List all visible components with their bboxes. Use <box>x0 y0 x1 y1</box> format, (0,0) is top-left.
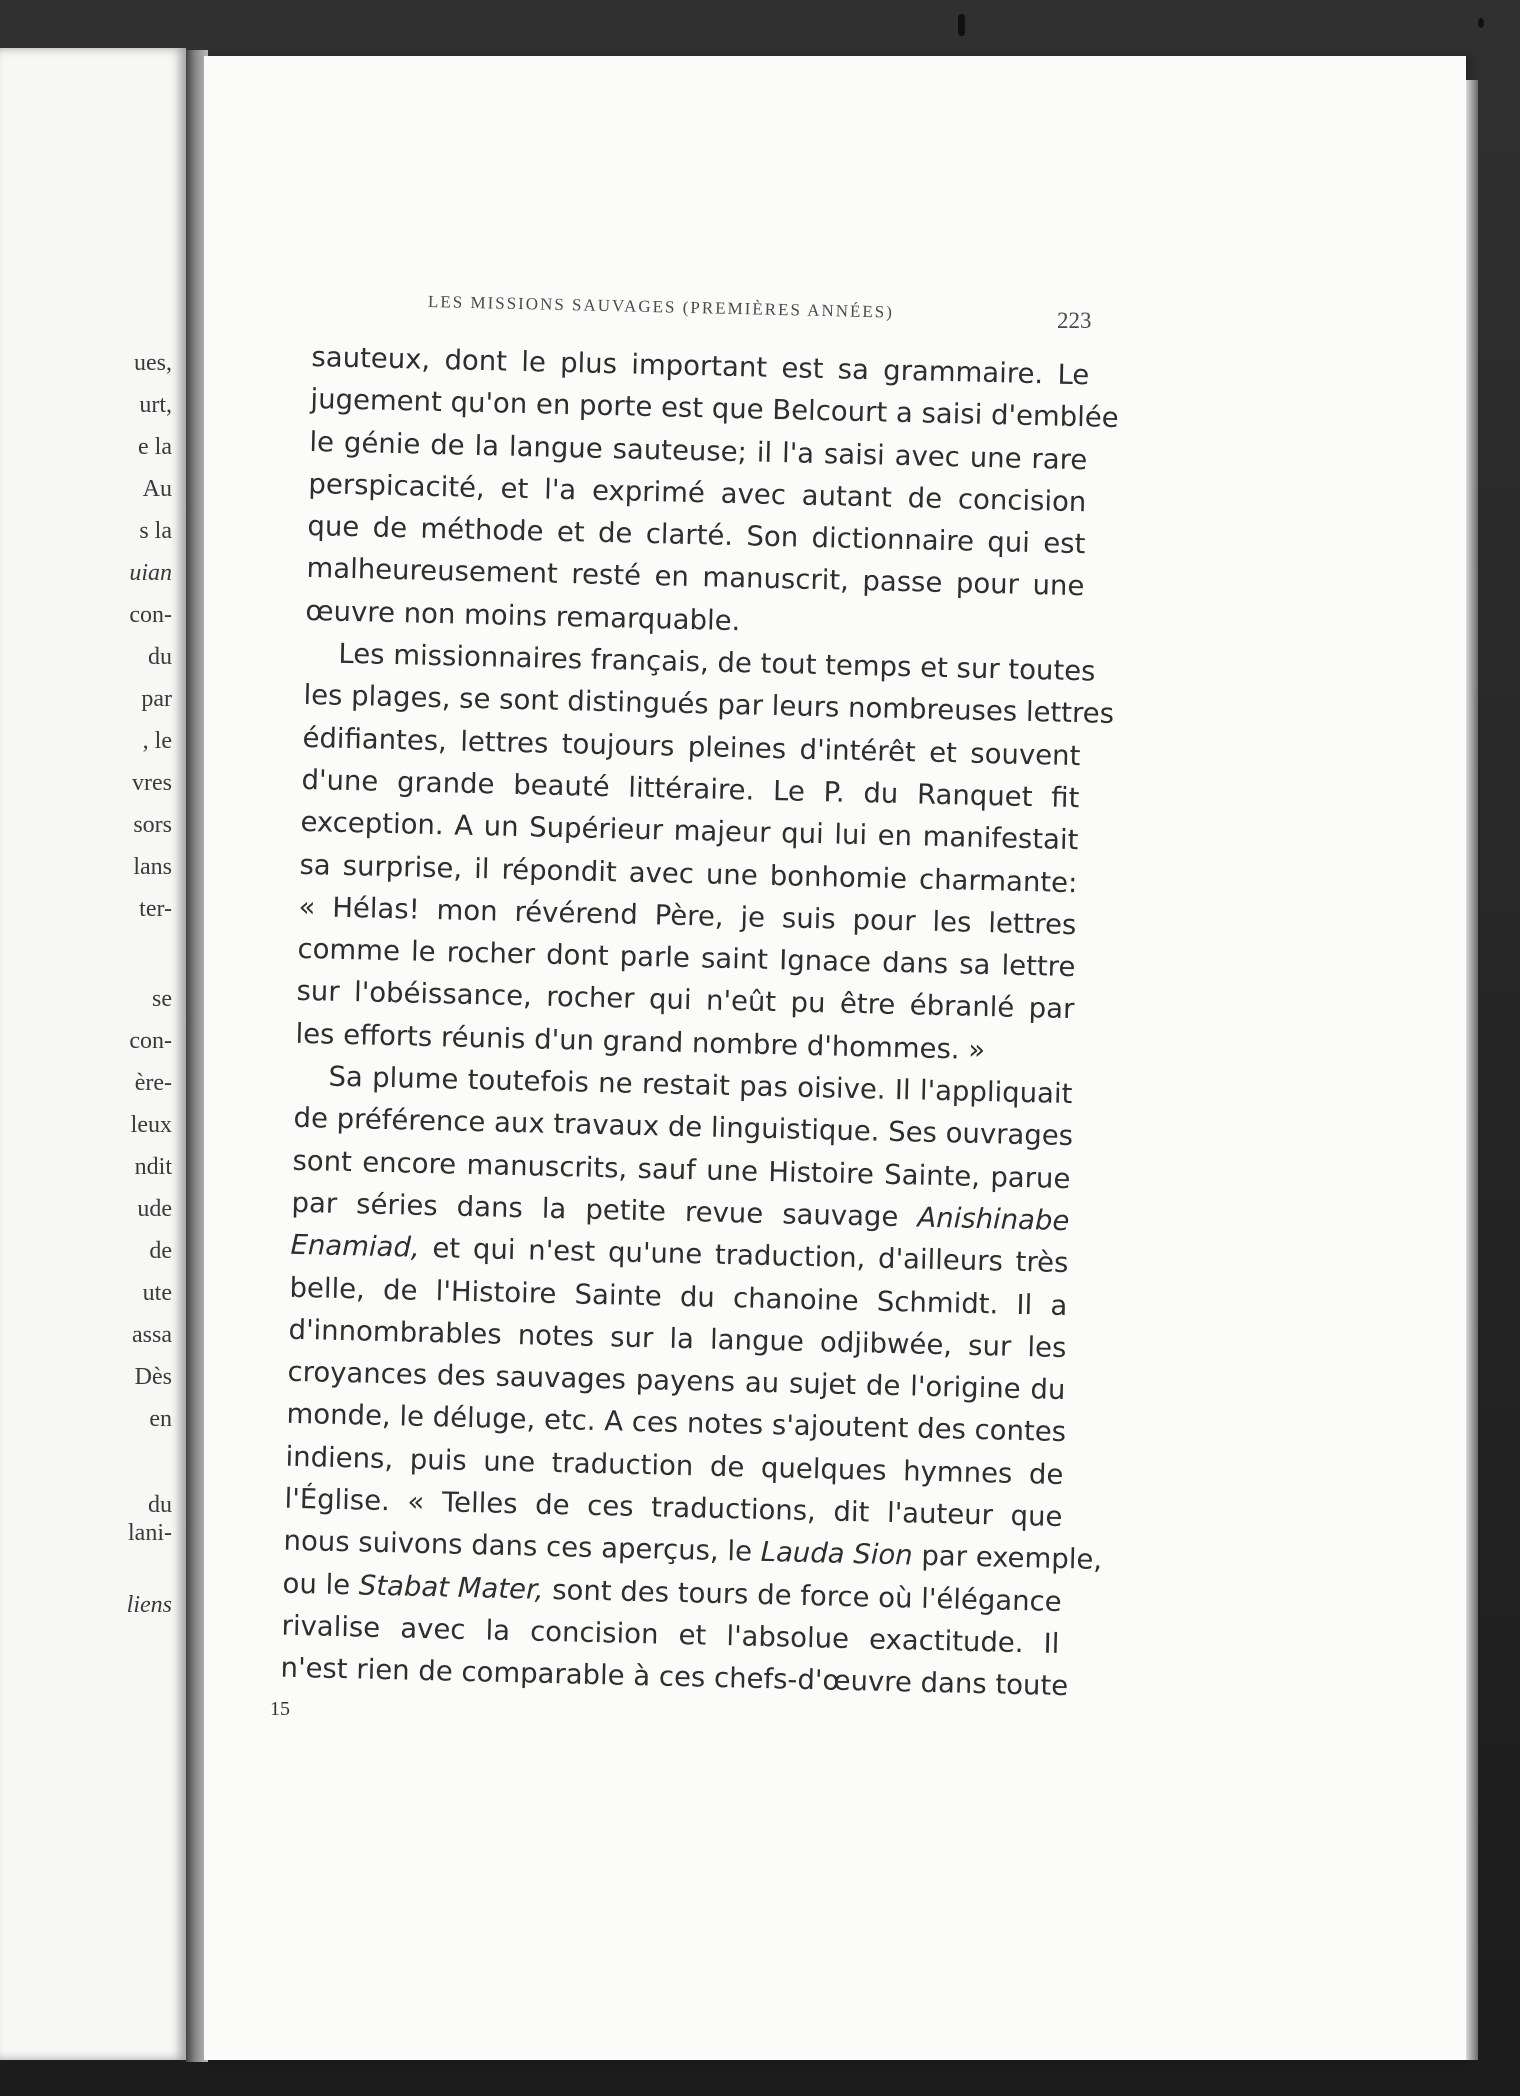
text-line: œuvre non moins remarquable. <box>305 594 741 637</box>
left-page-fragment: con- <box>129 1028 172 1054</box>
text-line: exception. A un Supérieur majeur qui lui en manifestait <box>300 806 1079 857</box>
italic-title: Stabat Mater, <box>358 1569 544 1606</box>
italic-title: Anishinabe <box>917 1201 1070 1238</box>
page-edge-shadow <box>1466 80 1478 2060</box>
text-line: sur l'obéissance, rocher qui n'eût pu être ébranlé par <box>296 975 1075 1026</box>
text-line: sont encore manuscrits, sauf une Histoire Sainte, parue <box>292 1144 1071 1195</box>
left-page-fragment: ues, <box>134 350 172 376</box>
italic-title: Lauda Sion <box>760 1536 914 1572</box>
left-page-fragment: con- <box>129 602 172 628</box>
italic-title: Enamiad, <box>290 1228 421 1265</box>
text-line: de préférence aux travaux de linguistique. Ses ouvrages <box>293 1102 1074 1153</box>
left-page-fragment: du <box>148 644 172 670</box>
left-page-fragment: lans <box>133 854 172 880</box>
text-run: ou le <box>282 1567 360 1602</box>
left-page-fragment: de <box>149 1238 172 1264</box>
left-page-fragment: en <box>149 1406 172 1432</box>
left-page-fragment: par <box>141 686 172 712</box>
left-page-fragment: se <box>152 986 172 1012</box>
text-line: comme le rocher dont parle saint Ignace dans sa lettre <box>297 932 1076 984</box>
text-run: sont des tours de force où l'élégance <box>543 1573 1063 1618</box>
left-page-fragment: assa <box>132 1322 172 1348</box>
left-page-fragment: uian <box>129 560 172 586</box>
text-line: que de méthode et de clarté. Son dictionnaire qui est <box>307 510 1086 561</box>
left-page-fragment: ère- <box>134 1070 172 1096</box>
left-page-fragment: urt, <box>139 392 172 418</box>
text-line: sauteux, dont le plus important est sa grammaire. Le <box>311 340 1090 392</box>
text-line: le génie de la langue sauteuse; il l'a saisi avec une rare <box>309 425 1088 476</box>
left-page-fragment: ude <box>137 1196 172 1222</box>
left-page-fragment: leux <box>130 1112 172 1138</box>
text-line: édifiantes, lettres toujours pleines d'intérêt et souvent <box>302 721 1081 772</box>
page-number: 223 <box>1057 308 1092 333</box>
signature-mark: 15 <box>270 1698 290 1720</box>
left-page-fragment: , le <box>142 728 172 754</box>
text-run: par séries dans la petite revue sauvage <box>291 1186 918 1234</box>
text-line: monde, le déluge, etc. A ces notes s'ajoutent des contes <box>286 1398 1067 1449</box>
text-line: l'Église. « Telles de ces traductions, dit l'auteur que <box>284 1482 1063 1534</box>
left-page-edge <box>0 48 186 2060</box>
scan-speck <box>958 14 965 36</box>
left-page-fragment: lani- <box>128 1520 172 1546</box>
left-page-fragment: ndit <box>134 1154 172 1180</box>
text-line: croyances des sauvages payens au sujet de l'origine du <box>287 1355 1066 1407</box>
text-line: les plages, se sont distingués par leurs nombreuses lettres <box>303 679 1115 731</box>
text-line: belle, de l'Histoire Sainte du chanoine Schmidt. Il a <box>289 1271 1068 1322</box>
text-line: d'une grande beauté littéraire. Le P. du Ranquet fit <box>301 763 1080 815</box>
text-line: perspicacité, et l'a exprimé avec autant de concision <box>308 467 1087 519</box>
left-page-fragment: Dès <box>134 1364 172 1390</box>
body-text <box>280 336 1120 1707</box>
text-line: jugement qu'on en porte est que Belcourt a saisi d'emblée <box>310 383 1120 435</box>
text-line: rivalise avec la concision et l'absolue exactitude. Il <box>281 1609 1060 1660</box>
text-line: indiens, puis une traduction de quelques hymnes de <box>285 1440 1064 1491</box>
text-line: sa surprise, il répondit avec une bonhomie charmante: <box>299 848 1078 899</box>
text-line: Sa plume toutefois ne restait pas oisive. Il l'appliquait <box>328 1060 1073 1111</box>
text-line: d'innombrables notes sur la langue odjibwée, sur les <box>288 1313 1067 1364</box>
left-page-fragment: vres <box>132 770 172 796</box>
left-page-fragment: liens <box>126 1592 172 1618</box>
left-page-fragment: ute <box>142 1280 172 1306</box>
left-page-fragment: Au <box>142 476 172 502</box>
text-run: par exemple, <box>912 1539 1103 1577</box>
text-run: et qui n'est qu'une traduction, d'ailleurs très <box>419 1232 1069 1280</box>
left-page-fragment: e la <box>138 434 172 460</box>
text-line: n'est rien de comparable à ces chefs-d'œuvre dans toute <box>280 1651 1069 1703</box>
text-run: nous suivons dans ces aperçus, le <box>283 1524 762 1569</box>
text-line: malheureusement resté en manuscrit, passe pour une <box>306 552 1085 603</box>
text-line: les efforts réunis d'un grand nombre d'hommes. » <box>295 1017 986 1066</box>
left-page-fragment: du <box>148 1492 172 1518</box>
text-line: « Hélas! mon révérend Père, je suis pour les lettres <box>298 890 1077 942</box>
left-page-fragment: s la <box>139 518 172 544</box>
scan-speck <box>1478 18 1484 28</box>
left-page-fragment: ter- <box>139 896 172 922</box>
running-head: LES MISSIONS SAUVAGES (PREMIÈRES ANNÉES) <box>427 292 895 322</box>
left-page-fragment: sors <box>133 812 172 838</box>
text-line: Les missionnaires français, de tout temps et sur toutes <box>338 637 1096 688</box>
